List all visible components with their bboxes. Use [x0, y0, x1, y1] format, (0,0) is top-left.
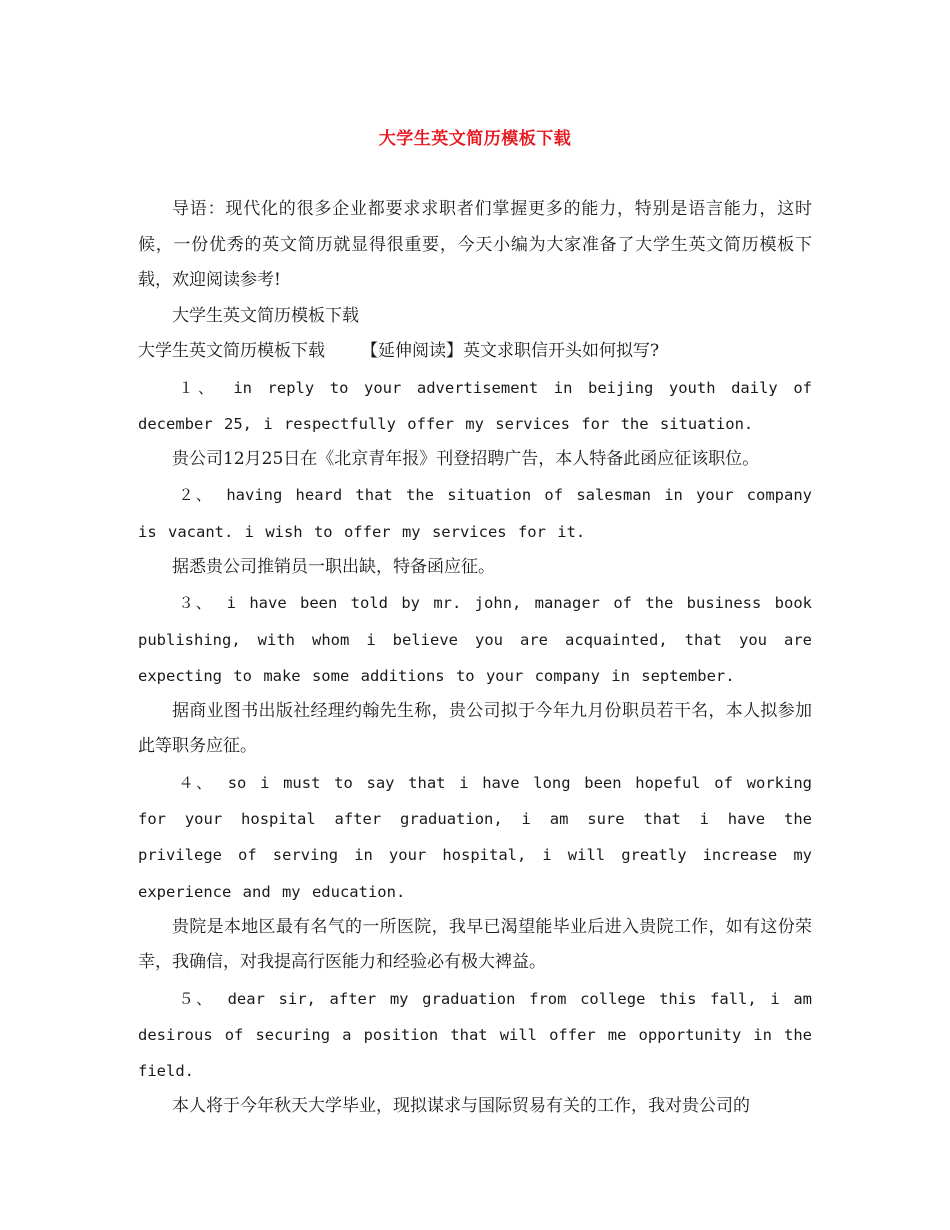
page-title: 大学生英文简历模板下载 [378, 129, 572, 149]
extended-reading-link: 【延伸阅读】英文求职信开头如何拟写? [361, 341, 660, 361]
reading-line-left: 大学生英文简历模板下载 [138, 341, 325, 361]
item-2-chinese: 据悉贵公司推销员一职出缺，特备函应征。 [172, 556, 495, 577]
reading-line [138, 334, 812, 370]
item-3-chinese: 据商业图书出版社经理约翰先生称，贵公司拟于今年九月份职员若干名，本人拟参加此等职务应征。 [138, 700, 812, 757]
item-1-chinese: 贵公司12月25日在《北京青年报》刊登招聘广告，本人特备此函应征该职位。 [172, 448, 760, 469]
intro-paragraph: 导语：现代化的很多企业都要求求职者们掌握更多的能力，特别是语言能力，这时候，一份优秀的英文简历就显得很重要，今天小编为大家准备了大学生英文简历模板下载，欢迎阅读参考! [138, 199, 812, 290]
item-5-chinese: 本人将于今年秋天大学毕业，现拟谋求与国际贸易有关的工作，我对贵公司的 [172, 1096, 750, 1117]
item-1-english: １、 in reply to your advertisement in beijing youth daily of december 25, i respectfully offer my services for the situation. [138, 378, 812, 433]
item-3-english: ３、 i have been told by mr. john, manager of the business book publishing, with whom i believe you are acquainted, that you are expecting to make some additions to your company in september. [138, 594, 812, 685]
section-heading: 大学生英文简历模板下载 [172, 305, 359, 326]
item-4-chinese: 贵院是本地区最有名气的一所医院，我早已渴望能毕业后进入贵院工作，如有这份荣幸，我确信，对我提高行医能力和经验必有极大裨益。 [138, 916, 812, 973]
item-4-english: ４、 so i must to say that i have long been hopeful of working for your hospital after graduation, i am sure that i have the privilege of serving in your hospital, i will greatly increase my experience and my education. [138, 773, 812, 901]
item-2-english: ２、 having heard that the situation of salesman in your company is vacant. i wish to offer my services for it. [138, 486, 812, 541]
document-body [138, 192, 812, 1125]
item-5-english: ５、 dear sir, after my graduation from college this fall, i am desirous of securing a position that will offer me opportunity in the field. [138, 989, 812, 1081]
